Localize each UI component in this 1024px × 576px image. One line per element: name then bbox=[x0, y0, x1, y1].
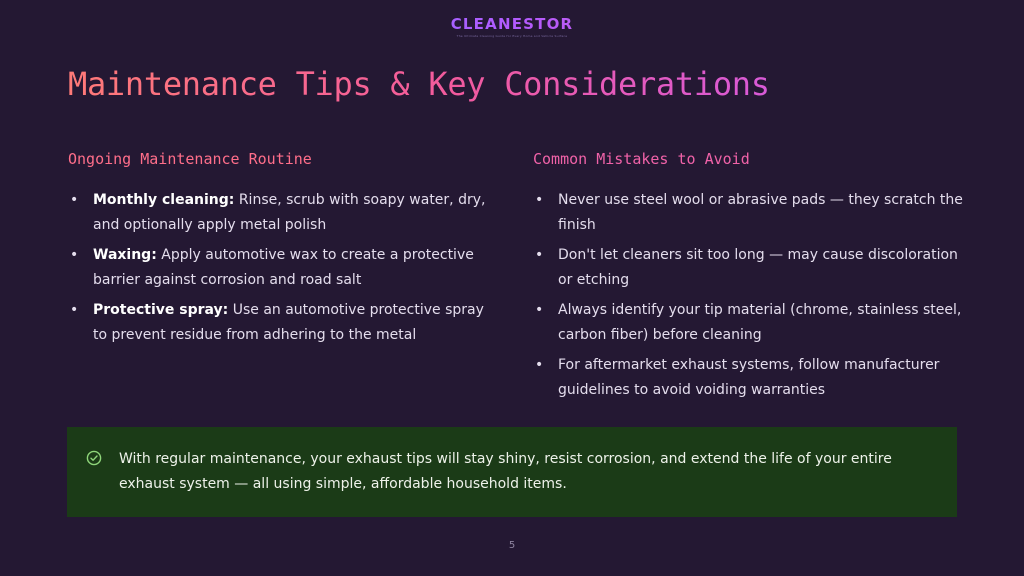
list-item: • For aftermarket exhaust systems, follow manufacturer guidelines to avoid voiding warranties bbox=[533, 353, 963, 403]
list-item: • Never use steel wool or abrasive pads — they scratch the finish bbox=[533, 188, 963, 238]
list-item-lead: Protective spray: bbox=[93, 302, 229, 318]
list-item-text: Rinse, scrub with soapy water, dry, and optionally apply metal polish bbox=[93, 192, 486, 233]
summary-callout bbox=[67, 427, 957, 517]
common-mistakes-list bbox=[533, 188, 963, 403]
brand-name: CLEANESTOR bbox=[0, 14, 1024, 34]
callout-text: With regular maintenance, your exhaust tips will stay shiny, resist corrosion, and extend the life of your entire exhaust system — all using simple, affordable household items. bbox=[119, 451, 892, 492]
page-number: 5 bbox=[508, 540, 516, 551]
list-item-text: Apply automotive wax to create a protective barrier against corrosion and road salt bbox=[93, 247, 474, 288]
list-item: • Always identify your tip material (chrome, stainless steel, carbon fiber) before cleaning bbox=[533, 298, 963, 348]
brand-tagline: The Ultimate Cleaning Guide for Every Home and Vehicle Surface bbox=[456, 34, 568, 38]
common-mistakes-heading: Common Mistakes to Avoid bbox=[533, 150, 750, 168]
brand-logo bbox=[0, 14, 1024, 39]
list-item: • Don't let cleaners sit too long — may cause discoloration or etching bbox=[533, 243, 963, 293]
list-item bbox=[68, 188, 488, 238]
list-item bbox=[68, 298, 488, 348]
list-item bbox=[68, 243, 488, 293]
list-item-lead: Waxing: bbox=[93, 247, 157, 263]
list-item-text: Use an automotive protective spray to prevent residue from adhering to the metal bbox=[93, 302, 484, 343]
check-circle-icon bbox=[86, 450, 102, 466]
maintenance-routine-list bbox=[68, 188, 488, 348]
maintenance-routine-heading: Ongoing Maintenance Routine bbox=[68, 150, 312, 168]
slide-title: Maintenance Tips & Key Considerations bbox=[68, 62, 770, 106]
common-mistakes-section bbox=[533, 148, 963, 408]
maintenance-routine-section bbox=[68, 148, 488, 353]
list-item-lead: Monthly cleaning: bbox=[93, 192, 235, 208]
